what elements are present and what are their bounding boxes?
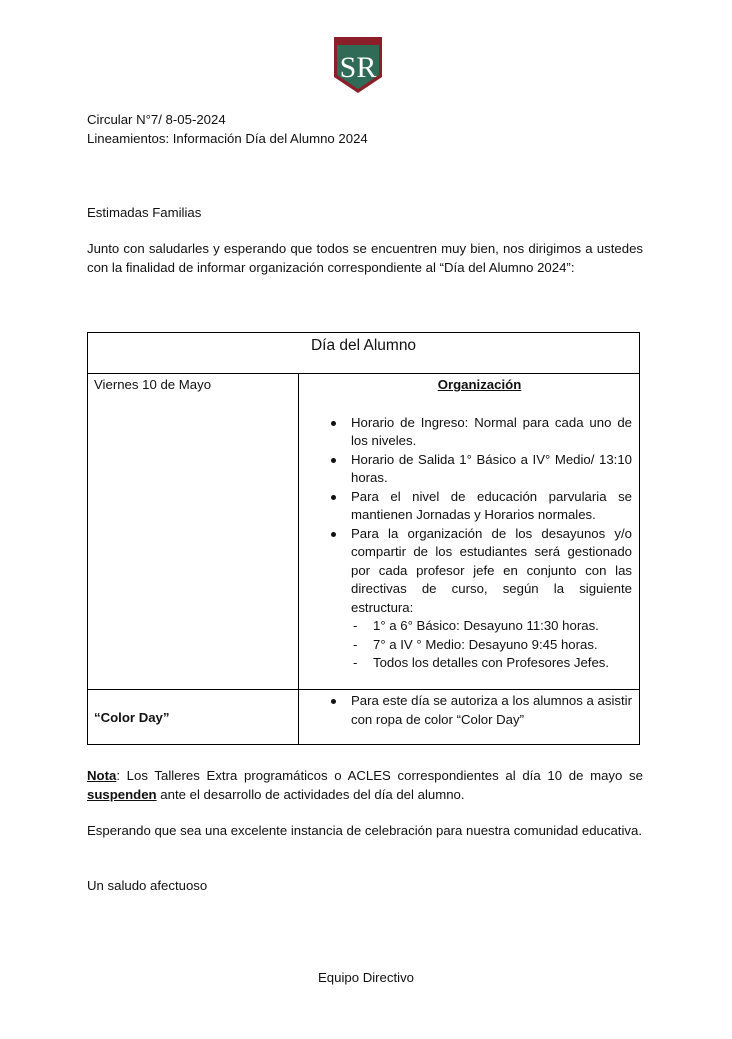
note-emphasis: suspenden — [87, 786, 157, 802]
list-item: Para el nivel de educación parvularia se mantienen Jornadas y Horarios normales. — [351, 488, 632, 525]
table-title: Día del Alumno — [88, 333, 640, 374]
note-label: Nota — [87, 768, 117, 783]
intro-paragraph: Junto con saludarles y esperando que todos se encuentren muy bien, nos dirigimos a ustedes con la finalidad de informar organización correspondiente al “Día del Alumno 2024”: — [87, 241, 643, 275]
school-logo — [332, 35, 384, 95]
list-item: - Todos los detalles con Profesores Jefes. — [373, 654, 632, 673]
list-item: Horario de Salida 1° Básico a IV° Medio/ 13:10 horas. — [351, 451, 632, 488]
list-item: Para la organización de los desayunos y/o compartir de los estudiantes será gestionado por cada profesor jefe en conjunto con las directivas de curso, según la siguiente estructura: - 1° a 6° Básico: Desayuno 11:30 horas. - 7° a IV ° Medio: Desayuno 9:45 horas. - Todos los detalles con Profesores Jefes. — [351, 525, 632, 673]
signature: Equipo Directivo — [317, 970, 415, 985]
color-day-list — [299, 692, 632, 729]
note-paragraph — [87, 767, 643, 804]
list-item: Horario de Ingreso: Normal para cada uno de los niveles. — [351, 414, 632, 451]
logo-letters: SR — [339, 51, 377, 84]
greeting: Estimadas Familias — [87, 205, 202, 220]
breakfast-schedule-list — [351, 617, 632, 673]
note-text: : Los Talleres Extra programáticos o ACLES correspondientes al día 10 de mayo se — [116, 768, 643, 783]
event-table — [87, 332, 640, 745]
circular-subject: Lineamientos: Información Día del Alumno 2024 — [87, 131, 368, 146]
organization-cell — [299, 374, 640, 690]
color-day-detail-cell — [299, 690, 640, 745]
date-cell: Viernes 10 de Mayo — [88, 374, 299, 690]
list-item: - 1° a 6° Básico: Desayuno 11:30 horas. — [373, 617, 632, 636]
organization-heading: Organización — [437, 377, 522, 392]
organization-list — [299, 414, 632, 673]
salutation: Un saludo afectuoso — [87, 878, 208, 893]
list-item: - 7° a IV ° Medio: Desayuno 9:45 horas. — [373, 636, 632, 655]
circular-number: Circular N°7/ 8-05-2024 — [87, 112, 226, 127]
closing-paragraph: Esperando que sea una excelente instancia de celebración para nuestra comunidad educativa. — [87, 823, 642, 838]
list-item: Para este día se autoriza a los alumnos a asistir con ropa de color “Color Day” — [351, 692, 632, 729]
color-day-cell: “Color Day” — [88, 690, 299, 745]
note-text-end: ante el desarrollo de actividades del día del alumno. — [156, 786, 465, 802]
